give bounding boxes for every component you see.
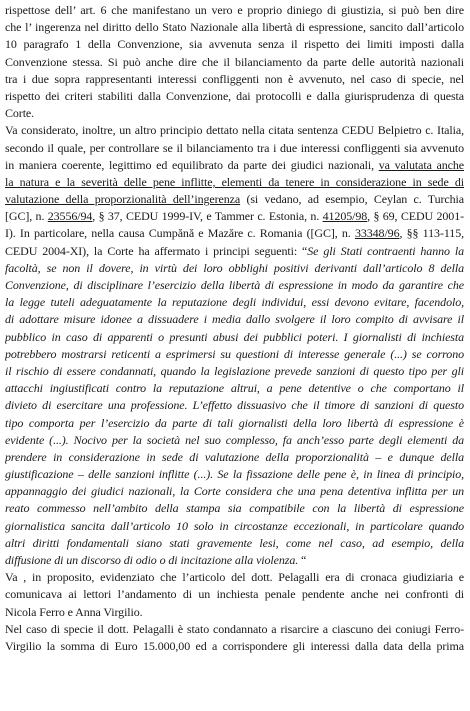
underlined-text: 23556/94 [47, 209, 93, 224]
underlined-text: 41205/98 [322, 209, 368, 224]
document-body [5, 2, 464, 655]
text-line [5, 71, 464, 88]
text-segment: prendere in considerazione in sede di valutazione della proporzionalità – e dunque della [5, 449, 464, 464]
text-line [5, 535, 464, 552]
text-line [5, 191, 464, 208]
text-segment: Corte. [5, 106, 35, 121]
text-line [5, 225, 464, 242]
underlined-text: 33348/96 [354, 226, 400, 241]
text-line [5, 105, 464, 122]
text-line [5, 311, 464, 328]
text-segment: tra i due sopra rappresentanti interessi confliggenti non è avvenuto, nel caso di specie, nel [5, 71, 464, 86]
text-line [5, 157, 464, 174]
text-segment: [GC], n. [5, 209, 48, 224]
text-line [5, 122, 464, 139]
text-segment: comunicava ai lettori l’andamento di un inchiesta penale pendente anche nei confronti di [5, 587, 464, 602]
text-segment: Va considerato, inoltre, un altro principio dettato nella citata sentenza CEDU Belpietro c. Italia, [5, 123, 464, 138]
text-segment: reato commesso nell’ambito della stampa sia compatibile con la libertà di espressione [5, 501, 464, 516]
text-line [5, 346, 464, 363]
text-segment: in maniera coerente, legittimo ed equilibrato da parte dei giudici nazionali, [5, 157, 379, 172]
text-segment: facoltà, se non il dovere, in virtù dei loro obblighi positivi derivanti dall’articolo 8 della [5, 260, 464, 275]
text-line [5, 604, 464, 621]
underlined-text: va valutata anche [378, 157, 464, 172]
text-segment: rispetto dei criteri stabiliti dalla Convenzione, dai protocolli e dalla giurisprudenza di questa [5, 88, 464, 103]
text-segment: rispettose dell’ art. 6 che manifestano un vero e proprio diniego di giustizia, si può ben dire [5, 3, 464, 17]
text-line [5, 363, 464, 380]
text-segment: Convenzione, di disciplinare l’esercizio della libertà di espressione in modo da garantire che [5, 278, 464, 292]
text-segment: di adottare misure idonee a dissuadere i media dallo svolgere il loro compito di avvisare il [5, 312, 464, 327]
text-segment: , § 69, CEDU 2001- [367, 209, 464, 224]
text-line [5, 243, 464, 260]
text-segment: potrebbero mostrarsi reticenti a esprimersi su questioni di interesse generale (...) se corrono [5, 346, 464, 361]
text-line [5, 569, 464, 586]
underlined-text: valutazione della proporzionalità dell’ingerenza [5, 192, 241, 207]
text-line [5, 294, 464, 311]
text-line [5, 500, 464, 517]
text-segment: Nicola Ferro e Anna Virgilio. [5, 604, 143, 619]
underlined-text: la natura e la severità delle pene inflitte, elementi da tenere in considerazione in sede di [5, 174, 464, 189]
text-segment: Nel caso di specie il dott. Pelagalli è stato condannato a risarcire a ciascuno dei coniugi Ferro- [5, 621, 464, 636]
text-segment: CEDU 2004-XI), la Corte ha affermato i principi seguenti: “ [5, 243, 308, 258]
text-segment: Convenzione stessa. Si può anche dire che il bilanciamento da parte delle autorità nazionali [5, 54, 464, 69]
text-line [5, 483, 464, 500]
text-line [5, 174, 464, 191]
text-line [5, 432, 464, 449]
text-line [5, 380, 464, 397]
text-line [5, 518, 464, 535]
text-segment: pubblico in caso di apparenti o presunti abusi dei pubblici poteri. I giornalisti di inchiesta [5, 329, 464, 344]
text-line [5, 19, 464, 36]
text-segment: tipo comporta per l’esercizio da parte di tali giornalisti della loro libertà di espressione è [5, 415, 464, 430]
text-segment: appannaggio dei giudici nazionali, la Corte considera che una pena detentiva inflitta per un [5, 484, 464, 499]
text-line [5, 466, 464, 483]
text-line [5, 415, 464, 432]
text-line [5, 277, 464, 294]
text-segment: Virgilio la somma di Euro 15.000,00 ed a corrispondere gli interessi dalla data della prima [5, 638, 464, 653]
text-line [5, 449, 464, 466]
text-line [5, 621, 464, 638]
text-line [5, 260, 464, 277]
text-line [5, 2, 464, 19]
text-segment: giornalistica sancita dall’articolo 10 solo in circostanze eccezionali, in particolare quando [5, 518, 464, 533]
text-line [5, 552, 464, 569]
text-segment: “ [298, 553, 307, 567]
text-segment: Va , in proposito, evidenziato che l’articolo del dott. Pelagalli era di cronaca giudiziaria e [5, 570, 464, 585]
text-line [5, 140, 464, 157]
text-segment: I). In particolare, nella causa Cumpănă e Mazăre c. Romania ([GC], n. [5, 226, 355, 241]
text-line [5, 88, 464, 105]
text-line [5, 54, 464, 71]
text-segment: evidente (...). Nocivo per la società nel suo complesso, fa anch’esso parte degli elementi da [5, 432, 464, 447]
text-segment: la legge tuteli adeguatamente la reputazione degli individui, essi devono evitare, facendolo, [5, 295, 464, 310]
text-segment: diffusione di un discorso di odio o di incitazione alla violenza. [5, 553, 299, 567]
text-segment: attacchi ingiustificati contro la reputazione altrui, a pene detentive o che comportano il [5, 381, 464, 396]
text-line [5, 36, 464, 53]
text-segment: secondo il quale, per controllare se il bilanciamento tra i due interessi confliggenti sia avvenuto [5, 140, 464, 155]
text-line [5, 397, 464, 414]
text-segment: 10 paragrafo 1 della Convenzione, sia avvenuta senza il rispetto dei limiti imposti dalla [5, 37, 464, 52]
text-segment: altri diritti fondamentali siano stati gravemente lesi, come nel caso, ad esempio, della [5, 535, 464, 550]
text-segment: , §§ 113-115, [399, 226, 464, 241]
text-segment: (si vedano, ad esempio, Ceylan c. Turchia [240, 192, 464, 207]
text-segment: giustificazione – delle sanzioni inflitte (...). Se la fissazione delle pene è, in linea di principio, [5, 467, 464, 482]
text-segment: il rischio di essere condannati, quando la legislazione prevede sanzioni di questo tipo per gli [5, 363, 464, 378]
text-segment: che l’ ingerenza nel diritto dello Stato Nazionale alla libertà di espressione, sancito dall’articolo [5, 20, 464, 35]
text-line [5, 638, 464, 655]
text-segment: Se gli Stati contraenti hanno la [307, 243, 464, 258]
text-line [5, 586, 464, 603]
text-line [5, 329, 464, 346]
text-line [5, 208, 464, 225]
text-segment: , § 37, CEDU 1999-IV, e Tammer c. Estonia, n. [92, 209, 323, 224]
text-segment: divieto di esercitare una professione. L’effetto dissuasivo che il timore di sanzioni di questo [5, 398, 464, 413]
